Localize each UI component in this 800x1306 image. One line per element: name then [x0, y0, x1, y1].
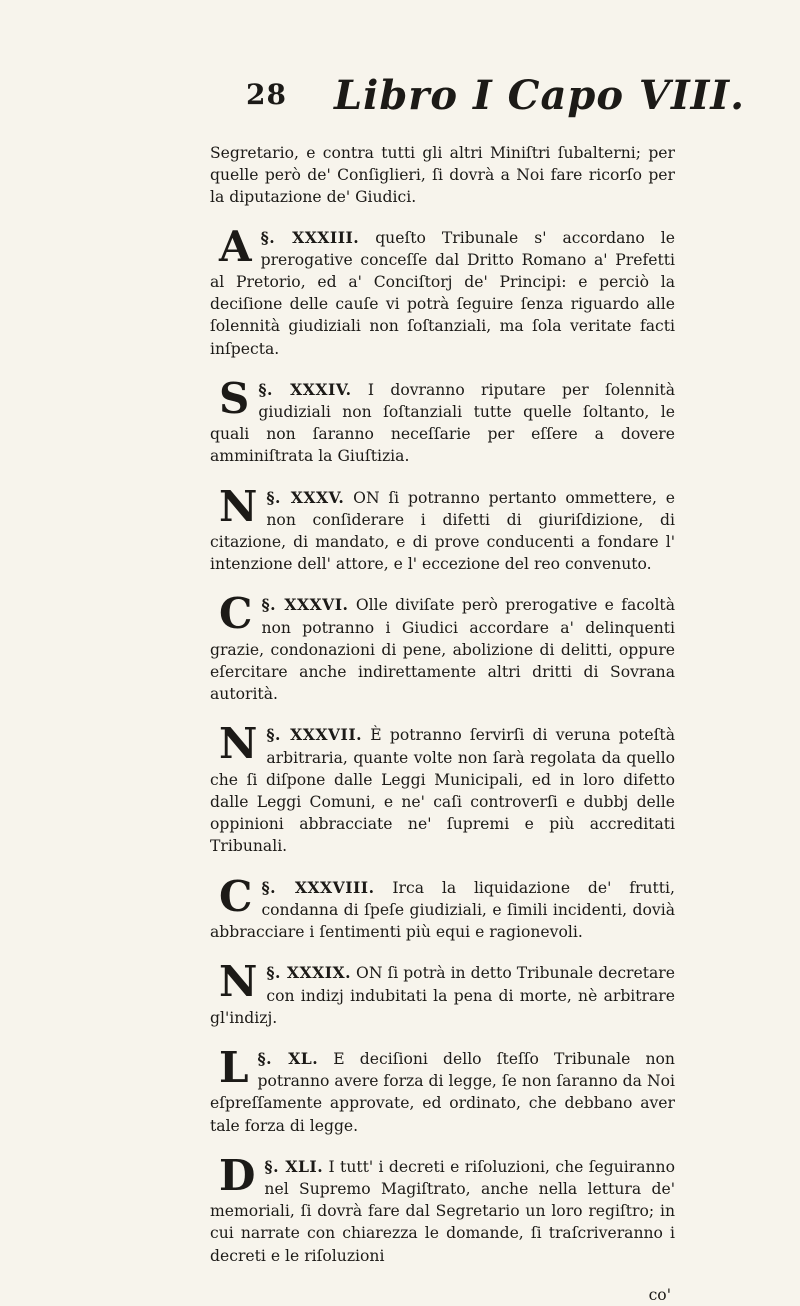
drop-cap: S [219, 373, 250, 423]
section-paragraph [210, 481, 675, 576]
section-paragraph [210, 589, 675, 705]
intro-paragraph: Segretario, e contra tutti gli altri Miniſtri ſubalterni; per quelle però de' Conſiglieri, ſi dovrà a Noi fare ricorſo per la diputazione de' Giudici. [210, 144, 675, 207]
section-text: I dovranno riputare per ſolennità giudiziali non ſoſtanziali tutte quelle ſoltanto, le quali non ſaranno neceſſarie per eſſere a dovere amminiſtrata la Giuſtizia. [210, 380, 675, 466]
section-number: §. XLI. [264, 1156, 324, 1176]
section-paragraph [210, 957, 675, 1029]
section-text: ON ſi potrà in detto Tribunale decretare con indizj indubitati la pena di morte, nè arbitrare gl'indizj. [210, 964, 675, 1027]
section-number: §. XXXIV. [258, 379, 352, 399]
section-paragraph [210, 373, 675, 468]
section-number: §. XL. [257, 1048, 319, 1068]
page-body [210, 142, 675, 1306]
section-text: ON ſi potranno pertanto ommettere, e non conſiderare i difetti di giuriſdizione, di citazione, di mandato, e di prove conducenti a fondare l' intenzione dell' attore, e l' eccezione del reo convenuto. [210, 488, 675, 574]
drop-cap: N [219, 957, 258, 1007]
page-header [0, 72, 800, 122]
section-list [210, 221, 675, 1267]
drop-cap: D [219, 1150, 256, 1200]
section-paragraph [210, 1042, 675, 1137]
section-number: §. XXXVIII. [261, 877, 375, 897]
drop-cap: N [219, 719, 258, 769]
drop-cap: L [219, 1042, 249, 1092]
section-number: §. XXXVI. [261, 595, 349, 615]
page-number: 28 [246, 78, 287, 111]
section-text: queſto Tribunale s' accordano le prerogative conceſſe dal Dritto Romano a' Prefetti al Pretorio, ed a' Conciſtorj de' Principi: e perciò la deciſione delle cauſe vi potrà ſeguire ſenza riguardo alle ſolennità giudiziali non ſoſtanziali, ma ſola veritate facti inſpecta. [210, 228, 675, 358]
catchword: co' [648, 1285, 671, 1304]
section-number: §. XXXIII. [260, 227, 360, 247]
section-paragraph [210, 221, 675, 360]
section-text: Irca la liquidazione de' frutti, condanna di ſpeſe giudiziali, e ſimili incidenti, dovià abbracciare i ſentimenti più equi e ragionevoli. [210, 878, 675, 942]
running-title: Libro I Capo VIII. [334, 72, 746, 119]
section-number: §. XXXIX. [266, 963, 352, 983]
section-paragraph [210, 719, 675, 857]
section-text: Olle diviſate però prerogative e facoltà non potranno i Giudici accordare a' delinquenti grazie, condonazioni di pene, abolizione di delitti, oppure eſercitare anche indirettamente altri dritti di Sovrana autorità. [210, 596, 675, 704]
section-text: I tutt' i decreti e riſoluzioni, che ſeguiranno nel Supremo Magiſtrato, anche nella lettura de' memoriali, ſi dovrà fare dal Segretario un loro regiſtro; in cui narrate con chiarezza le domande, ſi traſcriveranno i decreti e le riſoluzioni [210, 1157, 675, 1265]
section-text: È potranno ſervirſi di veruna poteſtà arbitraria, quante volte non ſarà regolata da quello che ſi diſpone dalle Leggi Municipali, ed in loro difetto dalle Leggi Comuni, e ne' caſi controverſi e dubbj delle oppinioni abbracciate ne' ſupremi e più accreditati Tribunali. [210, 726, 675, 856]
drop-cap: C [219, 871, 253, 921]
section-paragraph [210, 871, 675, 944]
section-paragraph [210, 1150, 675, 1267]
section-text: E deciſioni dello ſteſſo Tribunale non potranno avere forza di legge, ſe non ſaranno da Noi eſpreſſamente approvate, ed ordinato, che debbano aver tale forza di legge. [210, 1049, 675, 1135]
drop-cap: C [219, 589, 253, 639]
section-number: §. XXXVII. [266, 725, 363, 745]
section-number: §. XXXV. [266, 487, 345, 507]
drop-cap: A [219, 221, 252, 271]
drop-cap: N [219, 481, 258, 531]
